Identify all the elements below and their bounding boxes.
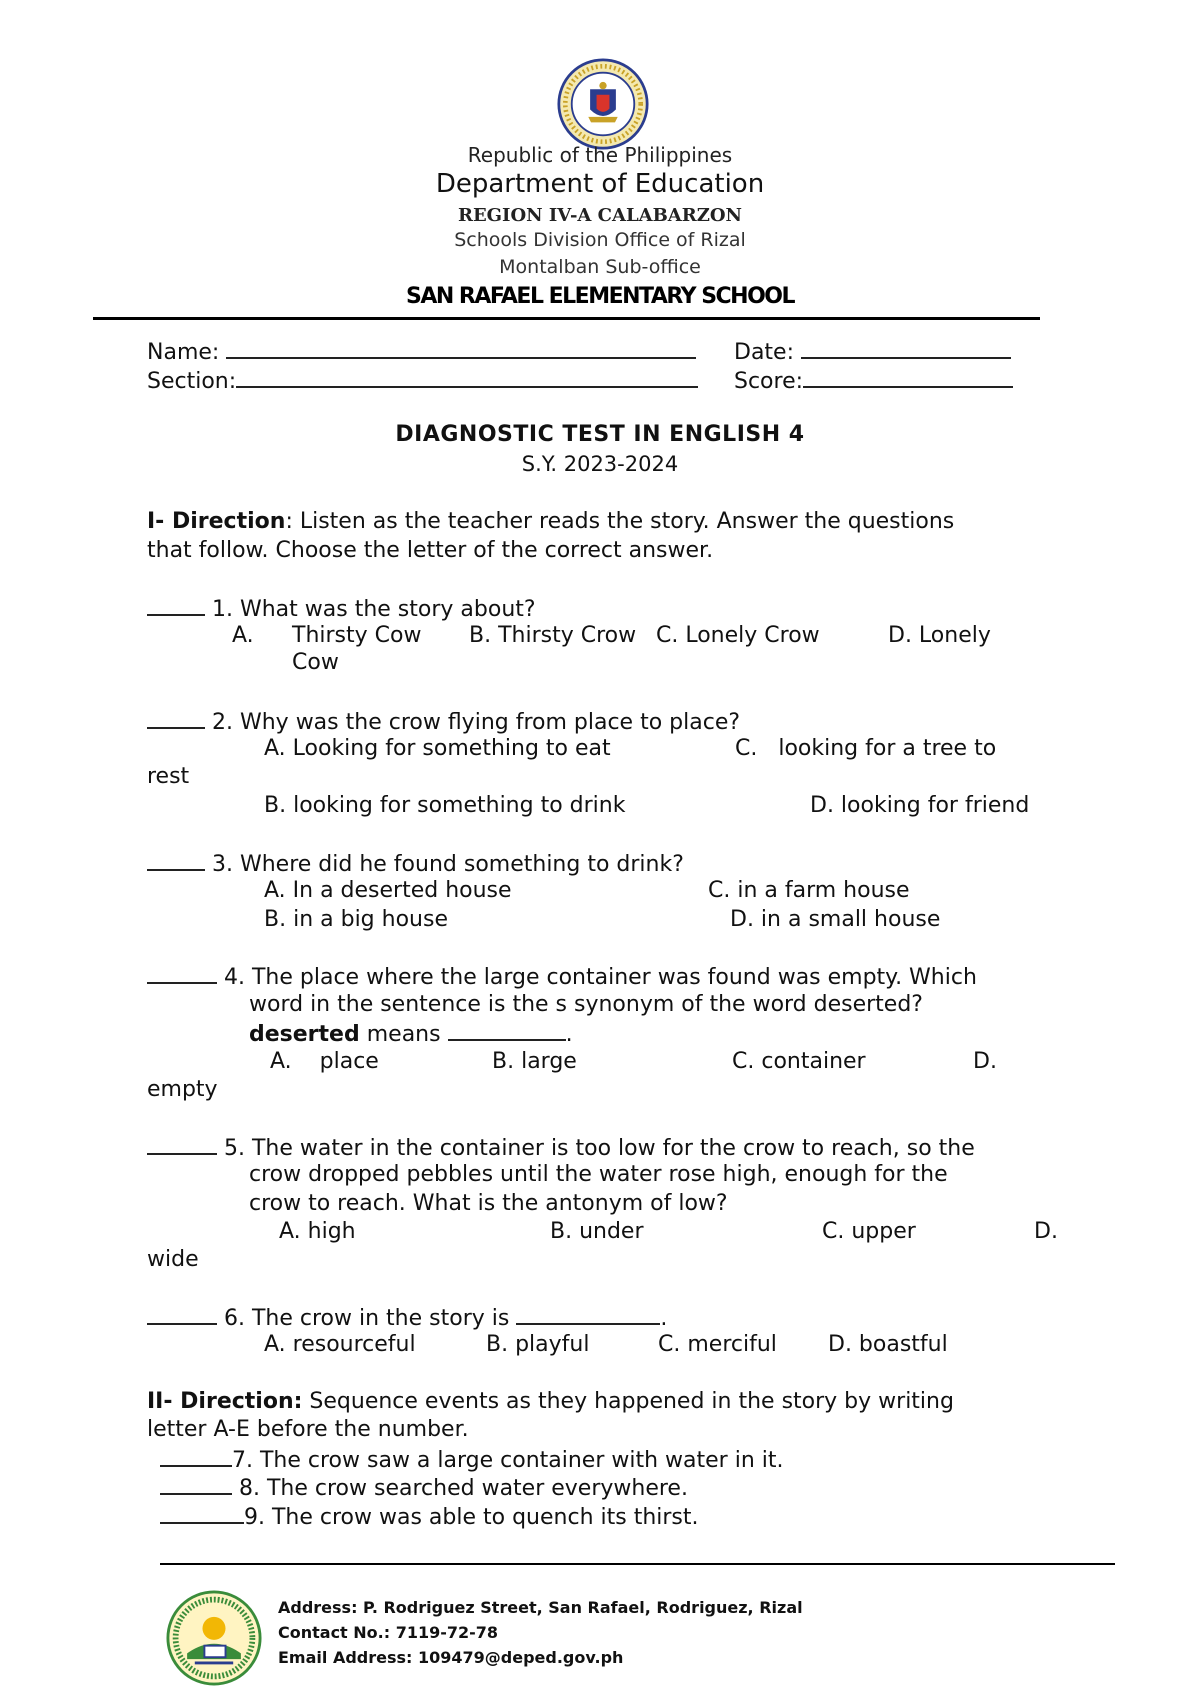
answer-blank[interactable] xyxy=(147,1133,217,1155)
question-2 xyxy=(147,707,740,737)
q5-choice-a: A. high xyxy=(279,1219,356,1244)
school-name: SAN RAFAEL ELEMENTARY SCHOOL xyxy=(405,284,795,309)
fill-blank[interactable] xyxy=(516,1303,660,1325)
fill-blank[interactable] xyxy=(448,1019,566,1041)
question-2-text: 2. Why was the crow flying from place to place? xyxy=(212,710,741,735)
part1-direction-text-1: : Listen as the teacher reads the story. Answer the questions xyxy=(285,509,955,534)
part2-direction xyxy=(147,1388,954,1416)
answer-blank[interactable] xyxy=(160,1502,244,1524)
question-8 xyxy=(160,1473,688,1503)
question-1-text: 1. What was the story about? xyxy=(212,597,536,622)
answer-blank[interactable] xyxy=(147,1303,217,1325)
answer-blank[interactable] xyxy=(147,594,205,616)
footer-contact: Contact No.: 7119-72-78 xyxy=(278,1623,499,1642)
part2-label: II- Direction: xyxy=(147,1389,303,1414)
question-8-text: 8. The crow searched water everywhere. xyxy=(239,1476,688,1501)
q1-choice-d-cont: Cow xyxy=(292,650,339,675)
question-5-text-3: crow to reach. What is the antonym of low? xyxy=(249,1191,728,1216)
name-blank[interactable] xyxy=(226,339,696,359)
q4-period: . xyxy=(565,1022,573,1047)
header-division: Schools Division Office of Rizal xyxy=(454,229,746,251)
answer-blank[interactable] xyxy=(147,707,205,729)
q5-choice-d-cont: wide xyxy=(147,1247,199,1272)
part1-direction-text-2: that follow. Choose the letter of the correct answer. xyxy=(147,538,714,563)
question-5-text-2: crow dropped pebbles until the water rose high, enough for the xyxy=(249,1162,948,1187)
question-4-text-2: word in the sentence is the s synonym of the word deserted? xyxy=(249,992,923,1017)
question-6 xyxy=(147,1303,667,1333)
q4-choice-b: B. large xyxy=(492,1049,577,1074)
name-label: Name: xyxy=(147,340,220,365)
answer-blank[interactable] xyxy=(147,849,205,871)
header-department: Department of Education xyxy=(435,169,765,199)
deped-seal-logo xyxy=(557,58,649,150)
q2-choice-d: D. looking for friend xyxy=(810,793,1030,818)
question-4 xyxy=(147,962,977,992)
question-3-text: 3. Where did he found something to drink? xyxy=(212,852,684,877)
q1-choice-a: Thirsty Cow xyxy=(292,623,422,648)
score-blank[interactable] xyxy=(803,368,1013,388)
q4-choice-d: D. xyxy=(973,1049,997,1074)
footer-email[interactable]: Email Address: 109479@deped.gov.ph xyxy=(278,1648,624,1667)
part1-direction xyxy=(147,508,954,536)
question-5-text-1: 5. The water in the container is too low for the crow to reach, so the xyxy=(224,1136,975,1161)
header-region: REGION IV-A CALABARZON xyxy=(458,205,742,226)
q2-choice-b: B. looking for something to drink xyxy=(264,793,626,818)
header-republic: Republic of the Philippines xyxy=(467,143,733,167)
q4-choice-d-cont: empty xyxy=(147,1077,218,1102)
date-blank[interactable] xyxy=(801,339,1011,359)
q3-choice-b: B. in a big house xyxy=(264,907,448,932)
q1-choice-b: B. Thirsty Crow xyxy=(469,623,637,648)
section-field[interactable] xyxy=(147,368,698,394)
header-divider xyxy=(93,317,1040,320)
question-1 xyxy=(147,594,536,624)
part2-direction-text-1: Sequence events as they happened in the story by writing xyxy=(302,1389,954,1414)
question-4-text-1: 4. The place where the large container was found was empty. Which xyxy=(224,965,977,990)
date-field[interactable] xyxy=(734,339,1011,365)
q6-choice-c: C. merciful xyxy=(658,1332,777,1357)
part1-label: I- Direction xyxy=(147,509,286,534)
question-4-text-3 xyxy=(249,1019,573,1049)
q3-choice-c: C. in a farm house xyxy=(708,878,910,903)
question-5 xyxy=(147,1133,975,1163)
school-year: S.Y. 2023-2024 xyxy=(521,452,679,476)
q6-choice-b: B. playful xyxy=(486,1332,590,1357)
q3-choice-d: D. in a small house xyxy=(730,907,941,932)
q4-bold-word: deserted xyxy=(249,1022,360,1047)
q4-choice-a: A. place xyxy=(270,1049,379,1074)
footer-divider xyxy=(160,1563,1115,1565)
question-6-text: 6. The crow in the story is xyxy=(224,1306,510,1331)
q4-choice-c: C. container xyxy=(732,1049,866,1074)
header-suboffice: Montalban Sub-office xyxy=(499,256,701,278)
name-field[interactable] xyxy=(147,339,696,365)
q6-choice-d: D. boastful xyxy=(828,1332,948,1357)
footer-address: Address: P. Rodriguez Street, San Rafael, Rodriguez, Rizal xyxy=(278,1598,803,1617)
test-title: DIAGNOSTIC TEST IN ENGLISH 4 xyxy=(395,422,805,447)
section-blank[interactable] xyxy=(236,368,698,388)
question-9 xyxy=(160,1502,699,1532)
question-7 xyxy=(160,1445,784,1475)
section-label: Section: xyxy=(147,369,237,394)
score-field[interactable] xyxy=(734,368,1013,394)
question-3 xyxy=(147,849,684,879)
q1-choice-a-letter: A. xyxy=(232,623,254,648)
school-logo xyxy=(166,1590,262,1686)
score-label: Score: xyxy=(734,369,804,394)
answer-blank[interactable] xyxy=(147,962,217,984)
question-9-text: 9. The crow was able to quench its thirst. xyxy=(244,1505,699,1530)
question-7-text: 7. The crow saw a large container with water in it. xyxy=(232,1448,784,1473)
q5-choice-b: B. under xyxy=(550,1219,644,1244)
q1-choice-c: C. Lonely Crow xyxy=(656,623,820,648)
date-label: Date: xyxy=(734,340,794,365)
q2-choice-c-cont: rest xyxy=(147,764,190,789)
q6-period: . xyxy=(660,1306,668,1331)
q4-means: means xyxy=(359,1022,448,1047)
q3-choice-a: A. In a deserted house xyxy=(264,878,512,903)
q2-choice-a: A. Looking for something to eat xyxy=(264,736,611,761)
q6-choice-a: A. resourceful xyxy=(264,1332,416,1357)
q2-choice-c: C. looking for a tree to xyxy=(735,736,997,761)
answer-blank[interactable] xyxy=(160,1445,232,1467)
answer-blank[interactable] xyxy=(160,1473,232,1495)
q5-choice-c: C. upper xyxy=(822,1219,916,1244)
part2-direction-text-2: letter A-E before the number. xyxy=(147,1417,469,1442)
q1-choice-d: D. Lonely xyxy=(888,623,991,648)
q5-choice-d: D. xyxy=(1034,1219,1058,1244)
